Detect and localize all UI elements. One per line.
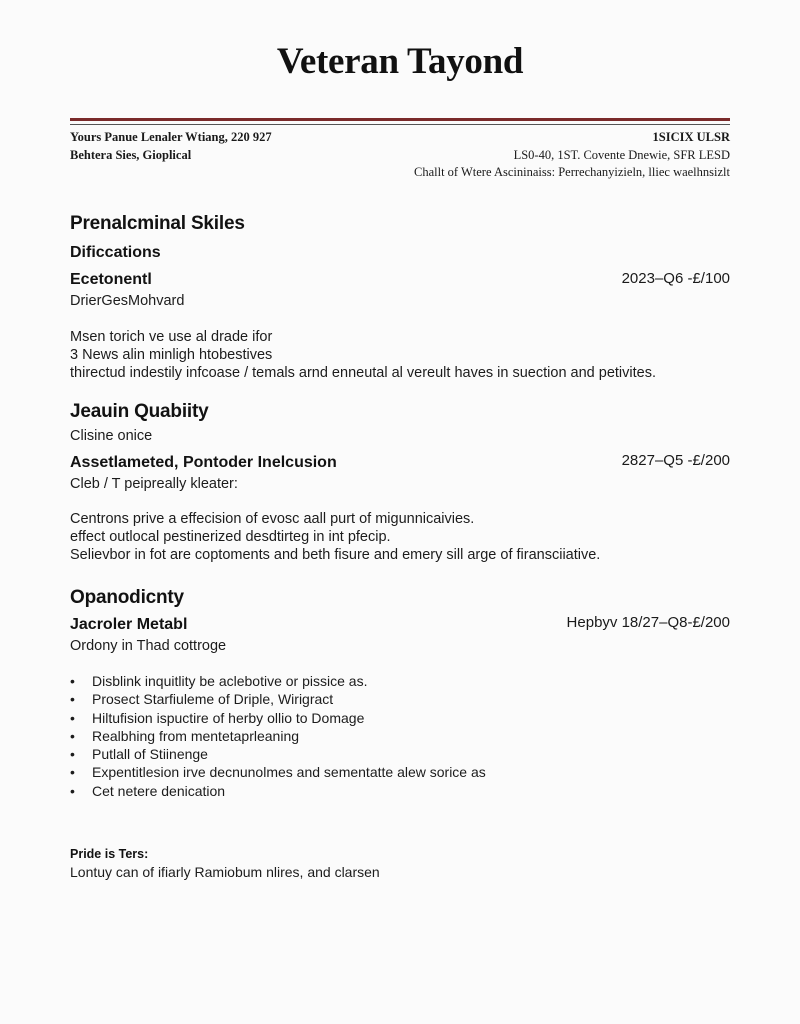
contact-left-line-2: Behtera Sies, Gioplical [70,148,192,162]
entry-org-opportunity: Ordony in Thad cottroge [70,638,227,654]
entry-title-professional: Ecetonentl [70,271,152,288]
contact-right-line-2: LS0-40, 1ST. Covente Dnewie, SFR LESD [513,148,730,162]
contact-block [70,130,730,180]
header-rule-thin [70,124,730,125]
contact-left-line-1: Yours Panue Lenaler Wtiang, 220 927 [70,130,272,144]
section-subtitle-quality: Clisine onice [70,428,153,444]
section-title-quality: Jeauin Quabiity [70,401,209,422]
section-title-professional: Prenalcminal Skiles [70,213,245,234]
entry-line-quality-2: effect outlocal pestinerized desdtirteg in int pfecip. [70,529,391,545]
list-item: • Putlall of Stiinenge [70,745,710,763]
entry-line-quality-1: Centrons prive a effecision of evosc aall purt of migunnicaivies. [70,511,475,527]
footer-label: Pride is Ters: [70,847,149,861]
list-item: • Expentitlesion irve decnunolmes and sementatte alew sorice as [70,763,710,781]
entry-title-quality: Assetlameted, Pontoder Inelcusion [70,454,337,471]
list-item: • Disblink inquitlity be aclebotive or pissice as. [70,672,710,690]
entry-org-quality: Cleb / T peipreally kleater: [70,476,238,492]
section-title-opportunity: Opanodicnty [70,587,184,608]
list-item: • Hiltufision ispuctire of herby ollio to Domage [70,709,710,727]
candidate-name: Veteran Tayond [276,41,524,82]
opportunity-bullet-list [70,672,710,800]
entry-title-opportunity: Jacroler Metabl [70,616,188,633]
contact-right-line-1: 1SICIX ULSR [652,130,730,144]
list-item: • Realbhing from mentetaprleaning [70,727,710,745]
entry-date-professional: 2023–Q6 -£/100 [621,270,730,287]
header-rule-thick [70,118,730,121]
entry-org-professional: DrierGesMohvard [70,293,185,309]
list-item: • Prosect Starfiuleme of Driple, Wirigract [70,690,710,708]
entry-line-professional-1: Msen torich ve use al drade ifor [70,329,273,345]
entry-date-quality: 2827–Q5 -£/200 [621,452,730,469]
footer-line: Lontuy can of ifiarly Ramiobum nlires, and clarsen [70,864,380,880]
entry-line-quality-3: Selievbor in fot are coptoments and beth fisure and emery sill arge of firansciiative. [70,547,601,563]
entry-date-opportunity: Hepbyv 18/27–Q8-£/200 [566,614,730,631]
section-subtitle-professional: Dificcations [70,244,161,261]
entry-line-professional-2: 3 News alin minligh htobestives [70,347,273,363]
contact-right-line-3: Challt of Wtere Ascininaiss: Perrechanyizieln, lliec waelhnsizlt [414,165,730,179]
list-item: • Cet netere denication [70,782,710,800]
entry-line-professional-3: thirectud indestily infcoase / temals arnd enneutal al vereult haves in suection and petivites. [70,365,656,381]
